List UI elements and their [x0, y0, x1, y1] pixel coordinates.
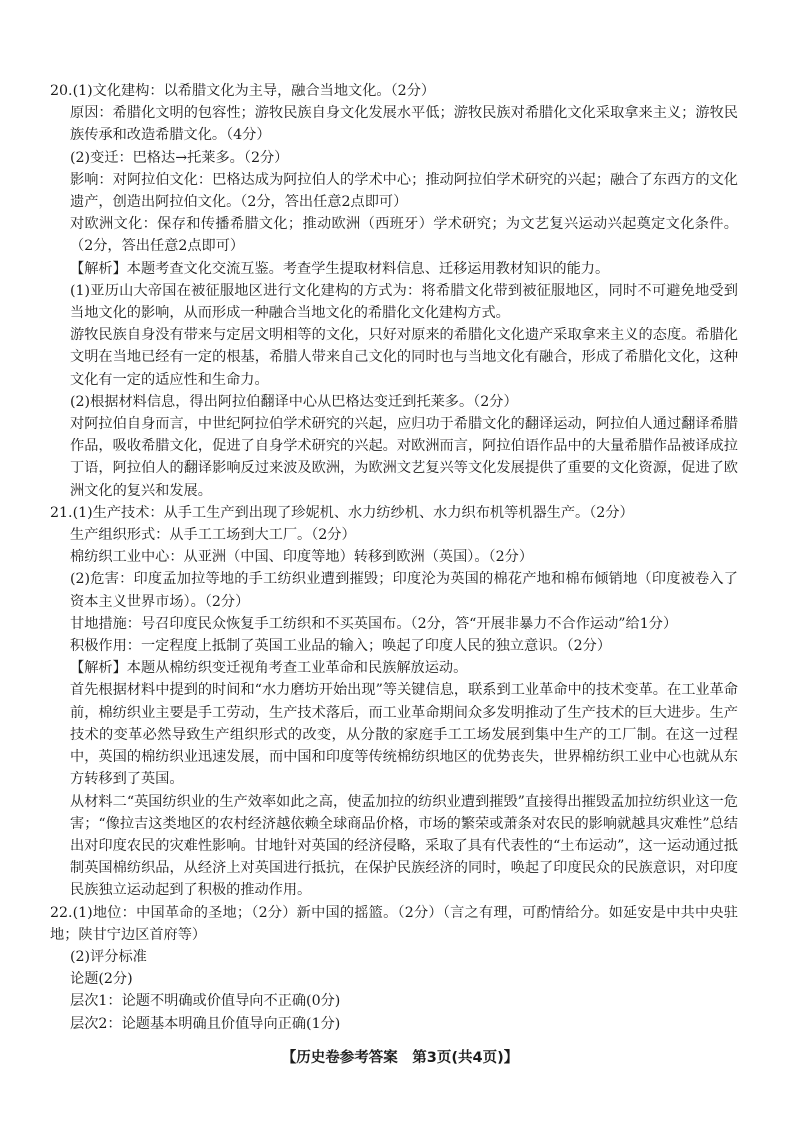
q21-analysis-revolution: 首先根据材料中提到的时间和“水力磨坊开始出现”等关键信息，联系到工业革命中的技术变革。在工业革命前，棉纺织业主要是手工劳动，生产技术落后，而工业革命期间众多发明推动了生产技术的巨大进步。生产技术的变革必然导致生产组织形式的改变，从分散的家庭手工工场发展到集中生产的工厂制。在这一过程中，英国的棉纺织业迅速发展，而中国和印度等传统棉纺织地区的优势丧失，世界棉纺织工业中心也就从东方转移到了英国。: [70, 682, 738, 788]
question-20: [50, 80, 738, 502]
q21-positive-effect: 积极作用：一定程度上抵制了英国工业品的输入；唤起了印度人民的独立意识。（2分）: [70, 638, 612, 655]
page-footer: 【历史卷参考答案 第3页(共4页)】: [281, 1050, 519, 1066]
q20-part1-answer: 20.(1)文化建构：以希腊文化为主导，融合当地文化。（2分）: [50, 83, 436, 99]
q21-gandhi-measures: 甘地措施：号召印度民众恢复手工纺织和不买英国布。（2分，答“开展非暴力不合作运动”给1分）: [70, 615, 678, 632]
q20-analysis-translation: 对阿拉伯自身而言，中世纪阿拉伯学术研究的兴起，应归功于希腊文化的翻译运动，阿拉伯人通过翻译希腊作品，吸收希腊文化，促进了自身学术研究的兴起。对欧洲而言，阿拉伯语作品中的大量希腊作品被译成拉丁语，阿拉伯人的翻译影响反过来波及欧洲，为欧洲文艺复兴等文化发展提供了重要的文化资源，促进了欧洲文化的复兴和发展。: [70, 416, 738, 499]
q22-level2: 层次2：论题基本明确且价值导向正确(1分): [70, 1015, 341, 1032]
q22-part2-criteria: (2)评分标准: [70, 948, 147, 965]
q21-organization: 生产组织形式：从手工工场到大工厂。（2分）: [70, 527, 356, 544]
question-22: [50, 902, 738, 1035]
q20-part2-change: (2)变迁：巴格达→托莱多。（2分）: [70, 149, 289, 166]
q22-level1: 层次1：论题不明确或价值导向不正确(0分): [70, 993, 341, 1010]
q22-part1-status: 22.(1)地位：中国革命的圣地；（2分）新中国的摇篮。（2分）（言之有理，可酌情给分。如延安是中共中央驻地；陕甘宁边区首府等）: [50, 904, 738, 943]
q20-analysis-part1: (1)亚历山大帝国在被征服地区进行文化建构的方式为：将希腊文化带到被征服地区，同时不可避免地受到当地文化的影响，从而形成一种融合当地文化的希腊化文化建构方式。: [70, 282, 738, 322]
q20-analysis-part2: (2)根据材料信息，得出阿拉伯翻译中心从巴格达变迁到托莱多。（2分）: [70, 393, 518, 410]
q20-analysis-heading: 【解析】本题考查文化交流互鉴。考查学生提取材料信息、迁移运用教材知识的能力。: [70, 260, 610, 277]
q21-part1-technology: 21.(1)生产技术：从手工生产到出现了珍妮机、水力纺纱机、水力织布机等机器生产。（2分）: [50, 504, 634, 521]
answer-content: [50, 80, 738, 1035]
question-21: [50, 502, 738, 902]
q21-industry-center: 棉纺织工业中心：从亚洲（中国、印度等地）转移到欧洲（英国）。（2分）: [70, 549, 534, 566]
q20-influence-europe: 对欧洲文化：保存和传播希腊文化；推动欧洲（西班牙）学术研究；为文艺复兴运动兴起奠定文化条件。（2分，答出任意2点即可）: [70, 216, 738, 255]
q21-part2-harm: (2)危害：印度孟加拉等地的手工纺织业遭到摧毁；印度沦为英国的棉花产地和棉布倾销地（印度被卷入了资本主义世界市场）。（2分）: [70, 571, 738, 610]
q21-analysis-material2: 从材料二“英国纺织业的生产效率如此之高，使孟加拉的纺织业遭到摧毁”直接得出摧毁孟加拉纺织业这一危害；“像拉吉这类地区的农村经济越依赖全球商品价格，市场的繁荣或萧条对农民的影响就越具灾难性”总结出对印度农民的灾难性影响。甘地针对英国的经济侵略，采取了具有代表性的“土布运动”，这一运动通过抵制英国棉纺织品，从经济上对英国进行抵抗，在保护民族经济的同时，唤起了印度民众的民族意识，对印度民族独立运动起到了积极的推动作用。: [70, 793, 738, 899]
q21-analysis-heading: 【解析】本题从棉纺织变迁视角考查工业革命和民族解放运动。: [70, 660, 468, 677]
q20-reason: 原因：希腊化文明的包容性；游牧民族自身文化发展水平低；游牧民族对希腊化文化采取拿来主义；游牧民族传承和改造希腊文化。（4分）: [70, 105, 738, 144]
q20-analysis-nomads: 游牧民族自身没有带来与定居文明相等的文化，只好对原来的希腊化文化遗产采取拿来主义的态度。希腊化文明在当地已经有一定的根基，希腊人带来自己文化的同时也与当地文化有融合，形成了希腊化文化，这种文化有一定的适应性和生命力。: [70, 327, 738, 388]
q22-topic: 论题(2分): [70, 971, 133, 988]
q20-influence-arab: 影响：对阿拉伯文化：巴格达成为阿拉伯人的学术中心；推动阿拉伯学术研究的兴起；融合了东西方的文化遗产，创造出阿拉伯文化。（2分，答出任意2点即可）: [70, 171, 738, 211]
